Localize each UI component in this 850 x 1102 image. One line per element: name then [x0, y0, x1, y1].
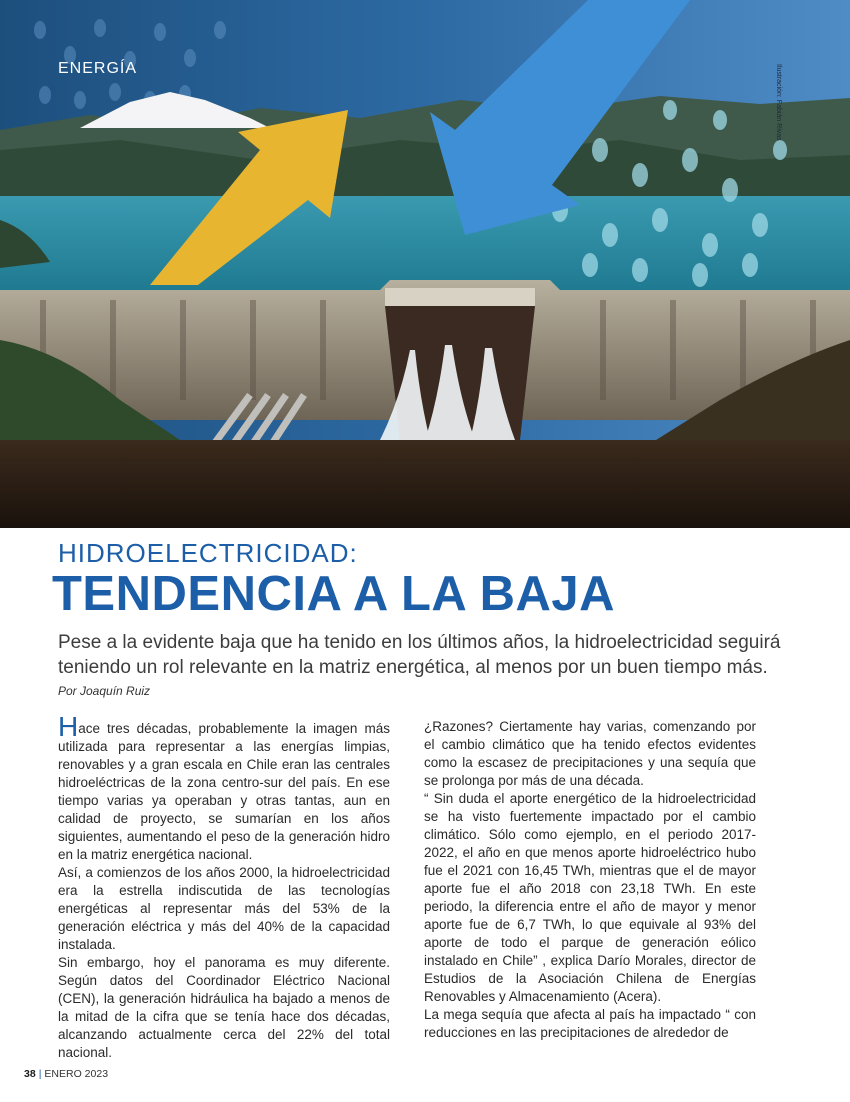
paragraph: Así, a comienzos de los años 2000, la hidroelectricidad era la estrella indiscutida de las tecnologías energéticas al representar más del 53% de la generación eléctrica y más del 40% de la capacidad instalada. — [58, 865, 390, 952]
spillway-gates — [385, 288, 535, 306]
article-headline: TENDENCIA A LA BAJA — [52, 567, 616, 621]
paragraph: “ Sin duda el aporte energético de la hidroelectricidad se ha visto fuertemente impactado por el cambio climático. Sólo como ejemplo, en el periodo 2017-2022, el año en que menos aporte hidroeléctrico hubo fue el 2021 con 16,45 TWh, mientras que el de mayor aporte fue el año 2018 con 23,18 TWh. En este periodo, la diferencia entre el año de mayor y menor aporte fue de 6,7 TWh, lo que equivale al 93% del aporte de todo el parque de generación eólico instalado en Chile” , explica Darío Morales, director de Estudios de la Asociación Chilena de Energías Renovables y Almacenamiento (Acera). — [424, 791, 756, 1004]
body-column-left — [58, 711, 390, 1062]
paragraph: Sin embargo, hoy el panorama es muy diferente. Según datos del Coordinador Eléctrico Nacional (CEN), la generación hidráulica ha bajado a menos de la mitad de la cifra que se tenía hace dos décadas, alcanzando actualmente cerca del 22% del total nacional. — [58, 955, 390, 1060]
section-label: ENERGÍA — [58, 60, 138, 77]
paragraph: La mega sequía que afecta al país ha impactado “ con reducciones en las precipitaciones de alrededor de — [424, 1007, 756, 1040]
foreground — [0, 440, 850, 528]
footer-separator: | — [38, 1068, 42, 1080]
article-dek: Pese a la evidente baja que ha tenido en los últimos años, la hidroelectricidad seguirá teniendo un rol relevante en la matriz energética, al menos por un buen tiempo más. — [58, 632, 781, 678]
hero-illustration — [0, 0, 850, 528]
dam-illustration — [0, 0, 850, 528]
reservoir — [0, 196, 850, 291]
article-kicker: HIDROELECTRICIDAD: — [58, 538, 358, 568]
article-byline: Por Joaquín Ruiz — [58, 684, 151, 698]
paragraph-text: ace tres décadas, probablemente la imagen más utilizada para representar a las energías limpias, renovables y a gran escala en Chile eran las centrales hidroeléctricas de la zona centro-sur del país. En ese tiempo varias ya operaban y otras tantas, aun en calidad de proyecto, se sumarían en los años siguientes, aumentando el peso de la generación hidro en la matriz energética nacional. — [58, 721, 390, 862]
issue-date: ENERO 2023 — [44, 1068, 109, 1080]
page-number: 38 — [24, 1068, 36, 1080]
body-column-right — [424, 718, 756, 1042]
page-footer — [24, 1068, 108, 1080]
photo-credit: Ilustración: Fabián Rivas — [775, 64, 782, 141]
drop-cap: H — [58, 711, 79, 742]
paragraph: ¿Razones? Ciertamente hay varias, comenzando por el cambio climático que ha tenido efectos evidentes como la escasez de precipitaciones y una sequía que se prolonga por más de una década. — [424, 719, 756, 788]
paragraph — [58, 711, 390, 864]
